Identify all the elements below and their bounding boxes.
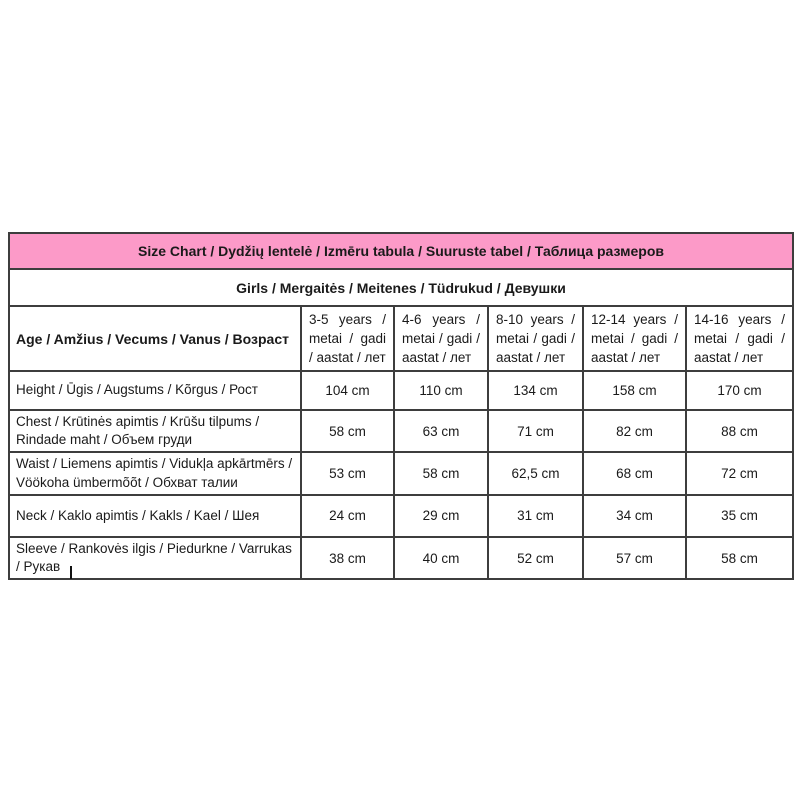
size-value: 29 cm (394, 495, 488, 537)
age-column-header: 8-10 years / metai / gadi / aastat / лет (488, 306, 583, 371)
measurement-label: Sleeve / Rankovės ilgis / Piedurkne / Varrukas / Рукав (9, 537, 301, 579)
girls-subtitle: Girls / Mergaitės / Meitenes / Tüdrukud / Девушки (9, 269, 793, 306)
size-value: 134 cm (488, 371, 583, 410)
measurement-row-waist (9, 452, 793, 494)
size-value: 40 cm (394, 537, 488, 579)
age-row-header: Age / Amžius / Vecums / Vanus / Возраст (9, 306, 301, 371)
size-value: 72 cm (686, 452, 793, 494)
measurement-label: Waist / Liemens apimtis / Vidukļa apkārtmērs / Vöökoha ümbermõõt / Обхват талии (9, 452, 301, 494)
measurement-label: Neck / Kaklo apimtis / Kakls / Kael / Шея (9, 495, 301, 537)
age-column-header: 12-14 years / metai / gadi / aastat / лет (583, 306, 686, 371)
size-value: 53 cm (301, 452, 394, 494)
age-column-header: 14-16 years / metai / gadi / aastat / лет (686, 306, 793, 371)
size-value: 38 cm (301, 537, 394, 579)
size-value: 58 cm (301, 410, 394, 452)
size-value: 57 cm (583, 537, 686, 579)
size-value: 88 cm (686, 410, 793, 452)
size-value: 110 cm (394, 371, 488, 410)
size-value: 58 cm (686, 537, 793, 579)
measurement-label: Chest / Krūtinės apimtis / Krūšu tilpums / Rindade maht / Объем груди (9, 410, 301, 452)
measurement-label: Height / Ūgis / Augstums / Kõrgus / Рост (9, 371, 301, 410)
size-chart-title: Size Chart / Dydžių lentelė / Izmēru tabula / Suuruste tabel / Таблица размеров (9, 233, 793, 269)
size-value: 104 cm (301, 371, 394, 410)
size-value: 35 cm (686, 495, 793, 537)
size-value: 31 cm (488, 495, 583, 537)
measurement-row-sleeve (9, 537, 793, 579)
measurement-row-height (9, 371, 793, 410)
size-value: 34 cm (583, 495, 686, 537)
size-value: 158 cm (583, 371, 686, 410)
age-column-header: 3-5 years / metai / gadi / aastat / лет (301, 306, 394, 371)
measurement-row-chest (9, 410, 793, 452)
measurement-row-neck (9, 495, 793, 537)
size-value: 58 cm (394, 452, 488, 494)
size-chart-table (8, 232, 794, 580)
size-value: 63 cm (394, 410, 488, 452)
size-value: 170 cm (686, 371, 793, 410)
size-value: 68 cm (583, 452, 686, 494)
title-row (9, 233, 793, 269)
size-value: 24 cm (301, 495, 394, 537)
subtitle-row (9, 269, 793, 306)
stray-tick-mark (70, 566, 72, 579)
age-header-row (9, 306, 793, 371)
age-column-header: 4-6 years / metai / gadi / aastat / лет (394, 306, 488, 371)
size-value: 52 cm (488, 537, 583, 579)
size-value: 82 cm (583, 410, 686, 452)
size-value: 62,5 cm (488, 452, 583, 494)
size-value: 71 cm (488, 410, 583, 452)
